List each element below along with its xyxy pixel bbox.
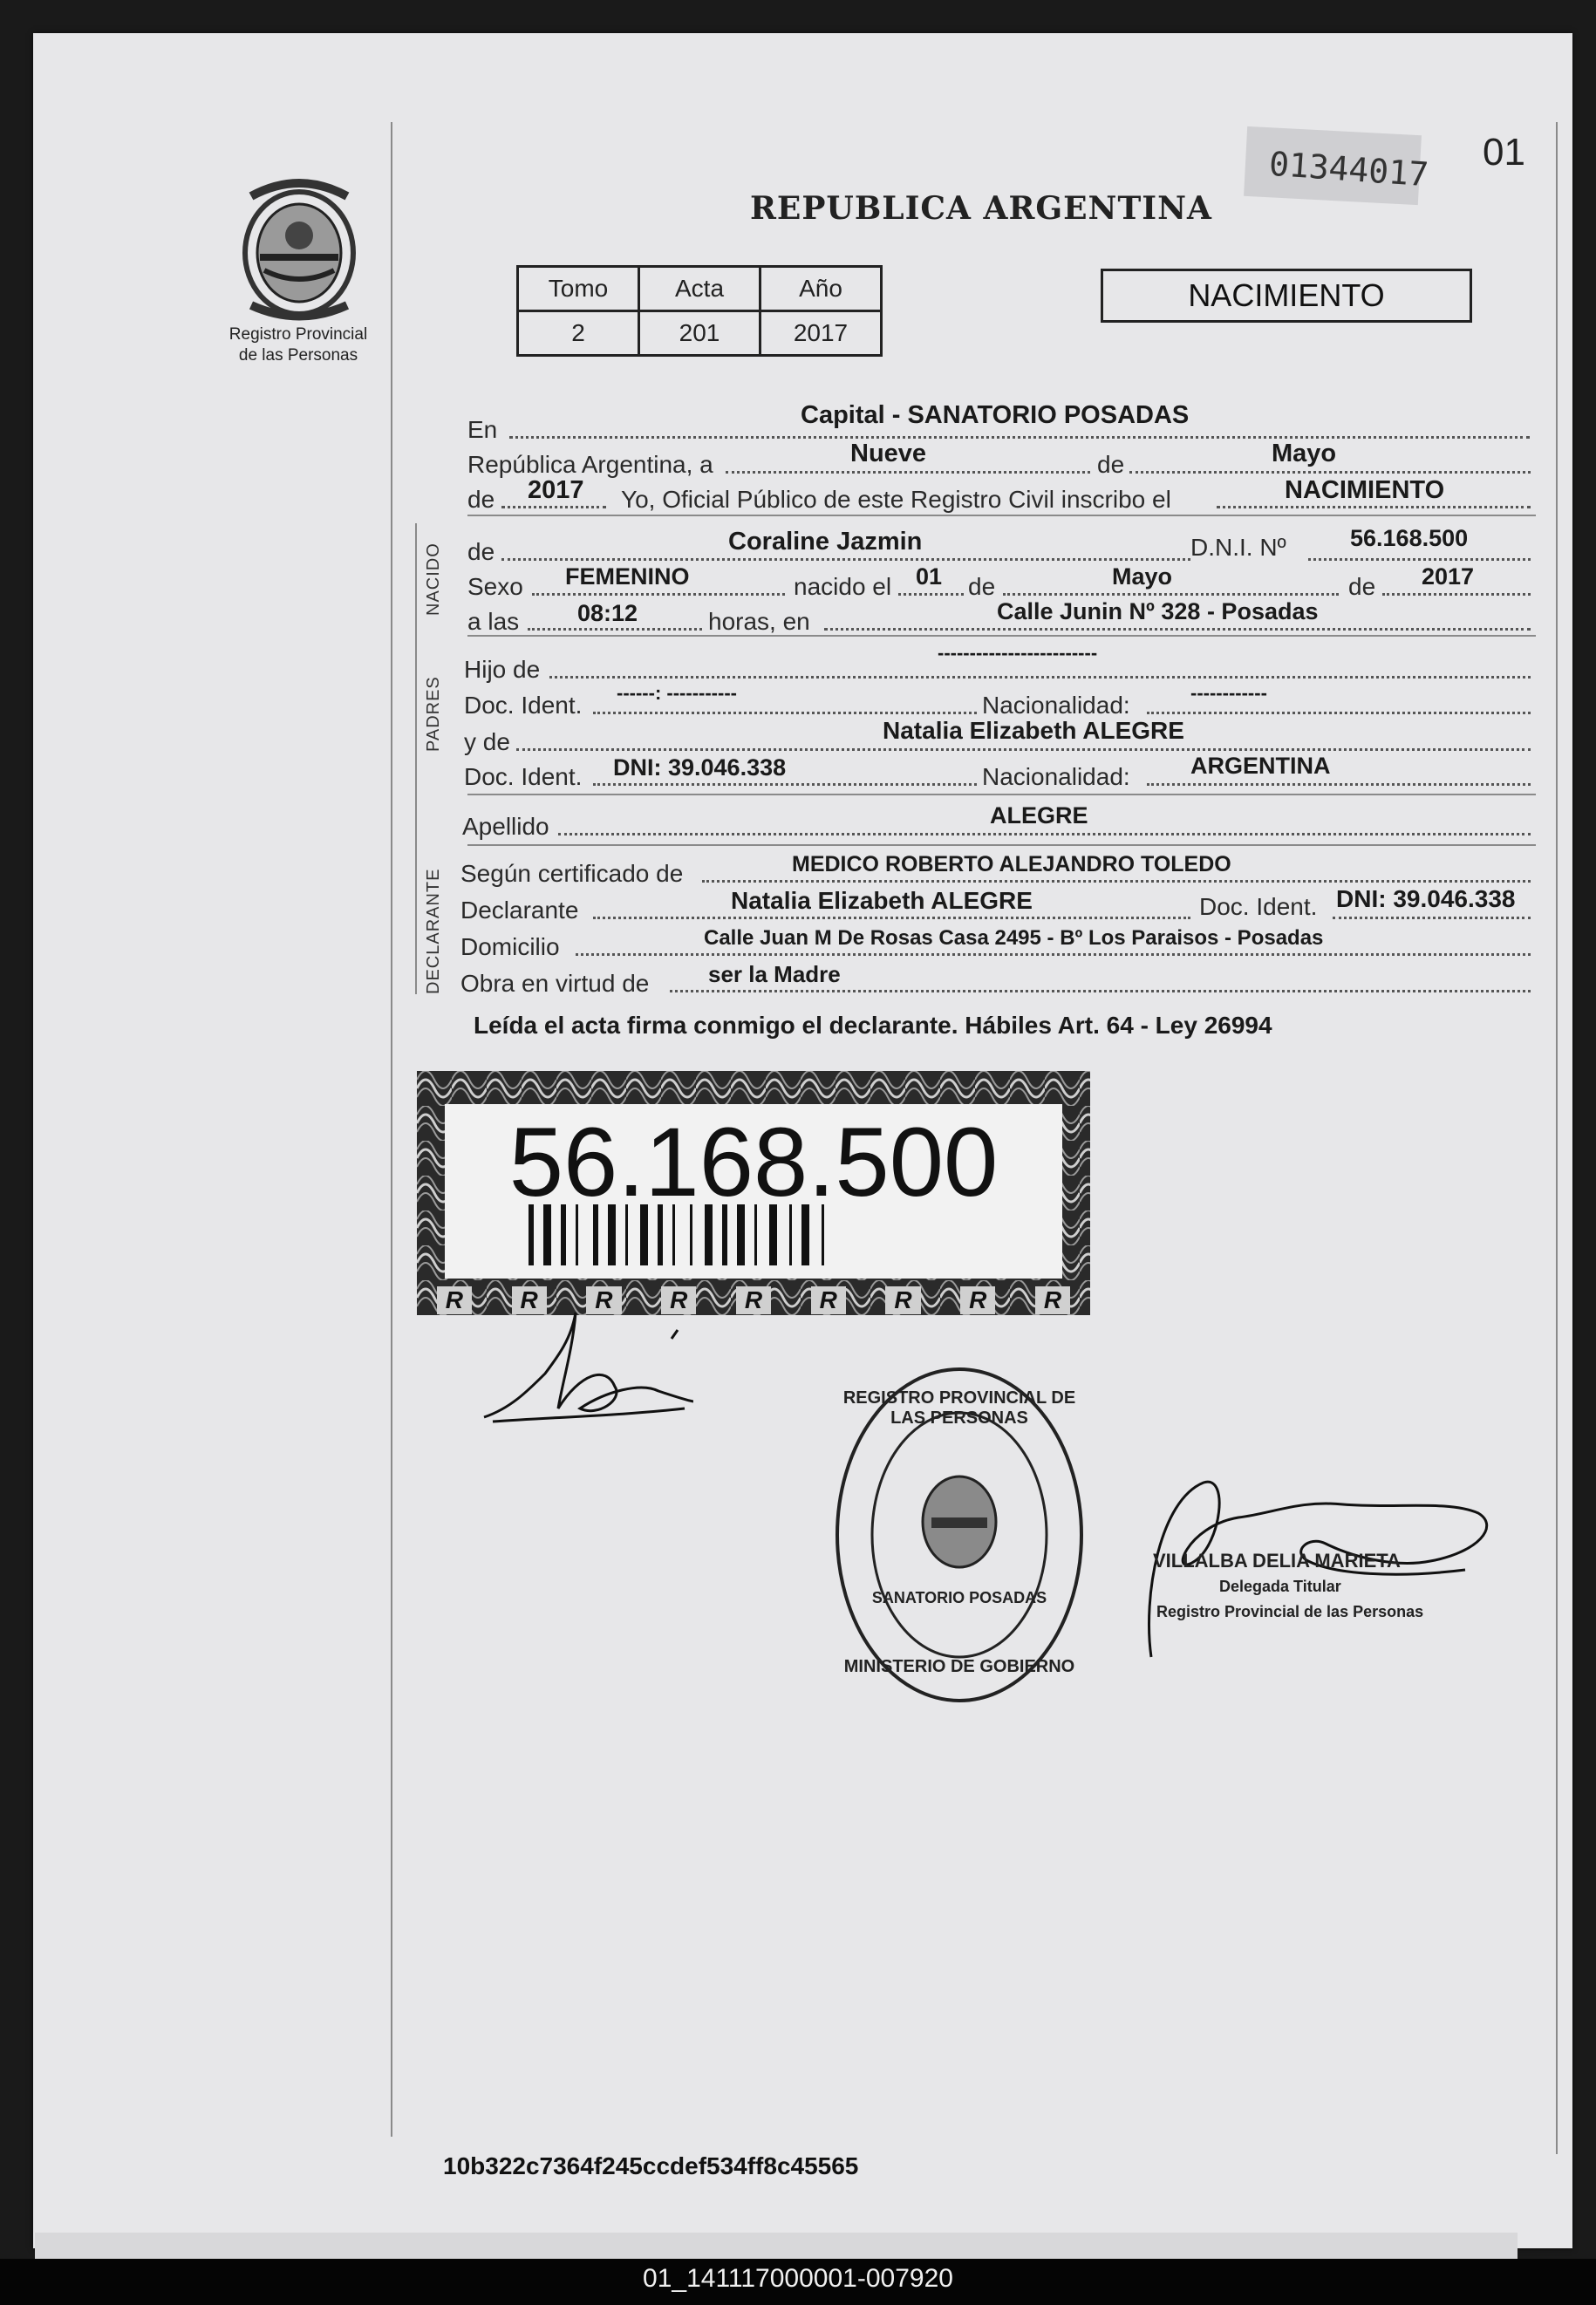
dni-label: D.N.I. Nº — [1190, 534, 1286, 561]
table-value-acta: 201 — [639, 311, 760, 356]
child-dni: 56.168.500 — [1350, 525, 1469, 551]
registry-label: Registro Provincial de las Personas — [228, 325, 368, 365]
dotted-line — [1003, 593, 1339, 596]
dotted-line — [1129, 471, 1531, 474]
dotted-line — [516, 748, 1531, 751]
birth-day: 01 — [916, 563, 943, 590]
section-rule — [467, 635, 1536, 637]
nacido-de-label: de — [467, 538, 495, 565]
dotted-line — [1147, 783, 1531, 786]
registration-month: Mayo — [1272, 440, 1337, 467]
de-label-2: de — [968, 573, 996, 600]
inscription-type: NACIMIENTO — [1285, 476, 1445, 504]
cert-label: Según certificado de — [460, 860, 684, 887]
dotted-line — [1147, 712, 1531, 714]
document-hash: 10b322c7364f245ccdef534ff8c45565 — [443, 2152, 859, 2179]
reading-note: Leída el acta firma conmigo el declarante. Hábiles Art. 64 - Ley 26994 — [474, 1012, 1272, 1039]
security-letter: R — [512, 1286, 547, 1314]
official-name: VILLALBA DELIA MARIETA — [1153, 1550, 1401, 1572]
a-las-label: a las — [467, 608, 520, 635]
official-role: Delegada Titular — [1219, 1578, 1341, 1595]
dotted-line — [702, 880, 1531, 883]
dotted-line — [898, 593, 964, 596]
republica-label: República Argentina, a — [467, 451, 713, 478]
birth-year: 2017 — [1422, 563, 1475, 590]
dotted-line — [824, 628, 1531, 631]
dotted-line — [726, 471, 1090, 474]
mother-doc: DNI: 39.046.338 — [613, 754, 787, 781]
table-header-acta: Acta — [639, 267, 760, 311]
mother-nationality: ARGENTINA — [1190, 753, 1331, 779]
oficial-text: Yo, Oficial Público de este Registro Civil inscribo el — [621, 486, 1171, 513]
apellido-value: ALEGRE — [990, 802, 1088, 829]
right-margin-line — [1556, 122, 1558, 2154]
declarant-doc: DNI: 39.046.338 — [1336, 885, 1516, 912]
security-letter: R — [811, 1286, 846, 1314]
barcode-number: 56.168.500 — [508, 1108, 999, 1217]
dotted-line — [670, 990, 1531, 992]
obra-value: ser la Madre — [708, 961, 841, 987]
mother-doc-label: Doc. Ident. — [464, 763, 583, 790]
nacido-section-label: NACIDO — [424, 542, 443, 616]
place-of-registration: Capital - SANATORIO POSADAS — [801, 401, 1190, 429]
declarante-section-label: DECLARANTE — [424, 868, 443, 994]
dotted-line — [532, 593, 785, 596]
security-letter: R — [885, 1286, 920, 1314]
section-divider-line — [415, 523, 417, 994]
dotted-line — [1308, 558, 1531, 561]
father-nationality-label: Nacionalidad: — [982, 692, 1130, 719]
domicilio-label: Domicilio — [460, 933, 560, 960]
registration-year: 2017 — [528, 476, 584, 504]
left-margin-line — [391, 122, 392, 2137]
domicile-value: Calle Juan M De Rosas Casa 2495 - Bº Los Paraisos - Posadas — [704, 926, 1324, 950]
registration-day: Nueve — [850, 440, 927, 467]
document-title: REPUBLICA ARGENTINA — [750, 190, 1212, 227]
certifying-doctor: MEDICO ROBERTO ALEJANDRO TOLEDO — [792, 852, 1231, 876]
child-sex: FEMENINO — [565, 563, 690, 590]
table-value-tomo: 2 — [518, 311, 639, 356]
declarant-name: Natalia Elizabeth ALEGRE — [731, 887, 1033, 914]
father-nationality: ------------ — [1190, 682, 1267, 704]
dotted-line — [549, 676, 1531, 679]
section-rule — [467, 844, 1536, 846]
y-de-label: y de — [464, 728, 510, 755]
table-header-ano: Año — [760, 267, 882, 311]
obra-label: Obra en virtud de — [460, 970, 650, 997]
security-letter: R — [661, 1286, 696, 1314]
dotted-line — [501, 558, 1190, 561]
de-label-3: de — [1348, 573, 1376, 600]
apellido-label: Apellido — [462, 813, 549, 840]
table-header-tomo: Tomo — [518, 267, 639, 311]
dotted-line — [593, 783, 977, 786]
control-number: 01344017 — [1267, 144, 1430, 194]
birth-time: 08:12 — [577, 600, 638, 626]
de-label: de — [1097, 451, 1125, 478]
birth-month: Mayo — [1112, 563, 1173, 590]
father-name: ------------------------- — [938, 642, 1098, 664]
security-letter: R — [960, 1286, 995, 1314]
dotted-line — [593, 712, 977, 714]
dotted-line — [528, 628, 702, 631]
dotted-line — [576, 953, 1531, 956]
registrar-signature — [475, 1304, 693, 1443]
dotted-line — [558, 833, 1531, 835]
birth-place: Calle Junin Nº 328 - Posadas — [997, 598, 1319, 624]
mother-name: Natalia Elizabeth ALEGRE — [883, 717, 1184, 744]
declarant-doc-label: Doc. Ident. — [1199, 893, 1318, 920]
security-letter: R — [1035, 1286, 1070, 1314]
seal-lower-text: MINISTERIO DE GOBIERNO — [843, 1657, 1075, 1676]
padres-section-label: PADRES — [424, 676, 443, 752]
seal-outer-text: REGISTRO PROVINCIAL DE LAS PERSONAS — [842, 1388, 1076, 1428]
page-number: 01 — [1483, 131, 1525, 174]
section-rule — [467, 515, 1536, 516]
hijo-de-label: Hijo de — [464, 656, 541, 683]
child-name: Coraline Jazmin — [728, 528, 923, 556]
declarante-label: Declarante — [460, 897, 579, 924]
seal-inner-text: SANATORIO POSADAS — [871, 1589, 1047, 1606]
dotted-line — [593, 917, 1190, 919]
horas-label: horas, en — [708, 608, 810, 635]
security-letter: R — [437, 1286, 472, 1314]
de-year-label: de — [467, 486, 495, 513]
dotted-line — [509, 436, 1530, 439]
coat-of-arms-icon — [225, 174, 373, 323]
security-letter: R — [736, 1286, 771, 1314]
security-letter: R — [586, 1286, 621, 1314]
table-value-ano: 2017 — [760, 311, 882, 356]
dotted-line — [1217, 506, 1531, 508]
en-label: En — [467, 416, 498, 443]
mother-nationality-label: Nacionalidad: — [982, 763, 1130, 790]
sexo-label: Sexo — [467, 573, 523, 600]
official-office: Registro Provincial de las Personas — [1156, 1603, 1424, 1620]
dotted-line — [1333, 917, 1531, 919]
footer-filename: 01_141117000001-007920 — [643, 2264, 953, 2293]
father-doc: ------: ----------- — [617, 682, 737, 704]
dotted-line — [1382, 593, 1531, 596]
record-type-box: NACIMIENTO — [1101, 269, 1472, 323]
record-table — [516, 265, 883, 357]
dotted-line — [501, 506, 606, 508]
nacido-el-label: nacido el — [794, 573, 892, 600]
section-rule — [467, 794, 1536, 795]
father-doc-label: Doc. Ident. — [464, 692, 583, 719]
